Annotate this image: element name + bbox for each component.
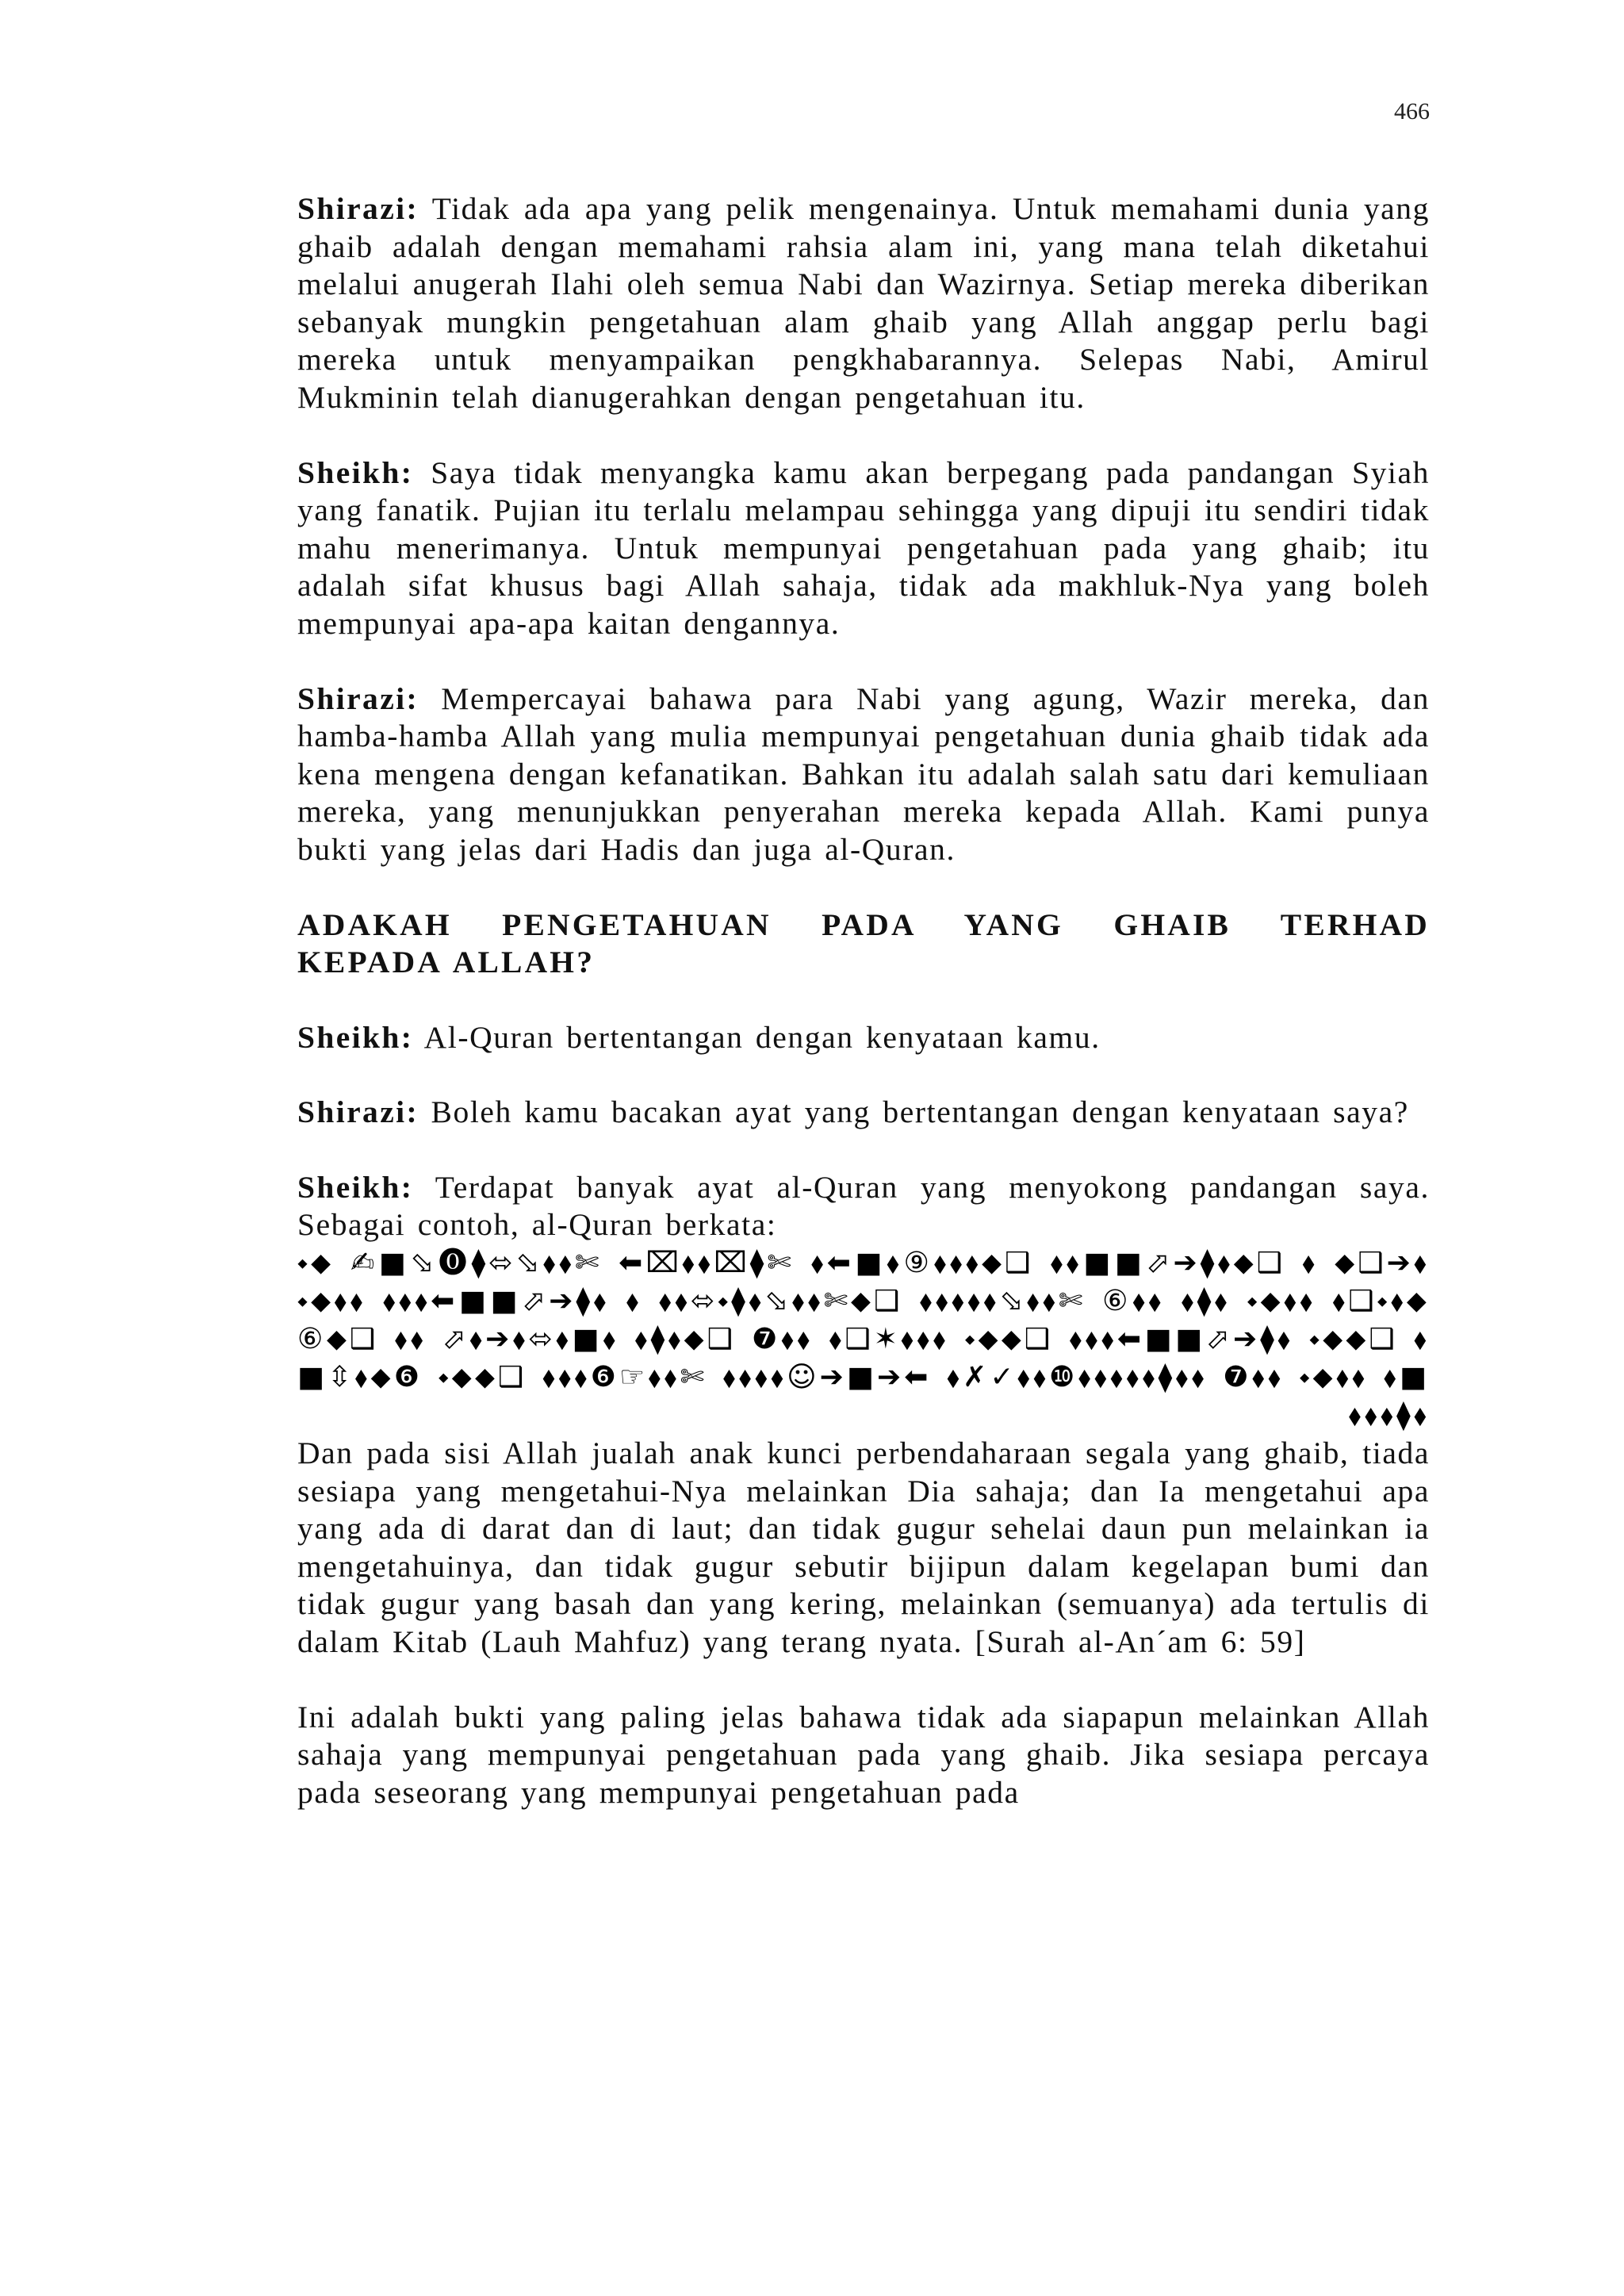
dialogue-paragraph <box>297 1019 1430 1057</box>
quran-verse-glyphs: ⬩⬥ ✍■⬂⓿⧫⬄⬂⬧⬧✄ ⬅⌧⬧⬧⌧⧫✄ ⬧⬅■⬧⑨⬧⬧⬧⬥❑ ⬧⬧■■⬀➔⧫⬧⬥❑ ⬧ ⬥❑➔⬧ ⬩⬥⬧⬧ ⬧⬧⬧⬅■■⬀➔⧫⬧ ⬧ ⬧⬧⬄⬩⧫⬧⬂⬧⬧✄⬥❑ ⬧⬧⬧⬧⬧⬂⬧⬧✄ ⑥⬧⬧ ⬧⧫⬧ ⬩⬥⬧⬧ ⬧❑⬩⬧⬥⑥⬥❑ ⬧⬧ ⬀⬧➔⬧⬄⬧■⬧ ⬧⧫⬧⬥❑ ❼⬧⬧ ⬧❑✶⬧⬧⬧ ⬩⬥⬥❑ ⬧⬧⬧⬅■■⬀➔⧫⬧ ⬩⬥⬥❑ ⬧■⇳⬧⬥❻ ⬩⬥⬥❑ ⬧⬧⬧❻☞⬧⬧✄ ⬧⬧⬧⬧☺➔■➔⬅ ⬧✗✓⬧⬧❿⬧⬧⬧⬧⬧⧫⬧⬧ ❼⬧⬧ ⬩⬥⬧⬧ ⬧■⬧⬧⬧⧫⬧ <box>297 1247 1430 1432</box>
paragraph-text: Mempercayai bahawa para Nabi yang agung, Wazir mereka, dan hamba-hamba Allah yang mulia mempunyai pengetahuan dunia ghaib tidak ada kena mengena dengan kefanatikan. Bahkan itu adalah salah satu dari kemuliaan mereka, yang menunjukkan penyerahan mereka kepada Allah. Kami punya bukti yang jelas dari Hadis dan juga al-Quran. <box>297 680 1430 867</box>
paragraph-text: Terdapat banyak ayat al-Quran yang menyokong pandangan saya. Sebagai contoh, al-Quran berkata: <box>297 1169 1430 1243</box>
dialogue-paragraph <box>297 1169 1430 1244</box>
paragraph-text: Dan pada sisi Allah jualah anak kunci perbendaharaan segala yang ghaib, tiada sesiapa yang mengetahui-Nya melainkan Dia sahaja; dan Ia mengetahui apa yang ada di darat dan di laut; dan tidak gugur sehelai daun pun melainkan ia mengetahuinya, dan tidak gugur sebutir bijipun dalam kegelapan bumi dan tidak gugur yang basah dan yang kering, melainkan (semuanya) ada tertulis di dalam Kitab (Lauh Mahfuz) yang terang nyata. [Surah al-An´am 6: 59] <box>297 1435 1430 1660</box>
speaker-label: Sheikh: <box>297 454 414 490</box>
dialogue-paragraph <box>297 1094 1430 1132</box>
page-body <box>297 190 1430 1811</box>
dialogue-paragraph <box>297 680 1430 869</box>
paragraph-text: Ini adalah bukti yang paling jelas bahawa tidak ada siapapun melainkan Allah sahaja yang mempunyai pengetahuan pada yang ghaib. Jika sesiapa percaya pada seseorang yang mempunyai pengetahuan pada <box>297 1699 1430 1810</box>
speaker-label: Shirazi: <box>297 1094 419 1130</box>
speaker-label: Sheikh: <box>297 1169 414 1205</box>
paragraph-text: Saya tidak menyangka kamu akan berpegang pada pandangan Syiah yang fanatik. Pujian itu terlalu melampau sehingga yang dipuji itu sendiri tidak mahu menerimanya. Untuk mempunyai pengetahuan pada yang ghaib; itu adalah sifat khusus bagi Allah sahaja, tidak ada makhluk-Nya yang boleh mempunyai apa-apa kaitan dengannya. <box>297 454 1430 641</box>
speaker-label: Sheikh: <box>297 1019 414 1055</box>
section-heading-line-1: ADAKAH PENGETAHUAN PADA YANG GHAIB TERHAD <box>297 907 1430 942</box>
body-paragraph <box>297 1699 1430 1812</box>
paragraph-text: Tidak ada apa yang pelik mengenainya. Untuk memahami dunia yang ghaib adalah dengan memahami rahsia alam ini, yang mana telah diketahui melalui anugerah Ilahi oleh semua Nabi dan Wazirnya. Setiap mereka diberikan sebanyak mungkin pengetahuan alam ghaib yang Allah anggap perlu bagi mereka untuk menyampaikan pengkhabarannya. Selepas Nabi, Amirul Mukminin telah dianugerahkan dengan pengetahuan itu. <box>297 191 1431 415</box>
paragraph-text: Boleh kamu bacakan ayat yang bertentangan dengan kenyataan saya? <box>431 1094 1409 1130</box>
paragraph-text: Al-Quran bertentangan dengan kenyataan kamu. <box>423 1019 1101 1055</box>
verse-translation <box>297 1435 1430 1662</box>
dialogue-paragraph <box>297 454 1430 643</box>
speaker-label: Shirazi: <box>297 191 419 226</box>
speaker-label: Shirazi: <box>297 680 419 716</box>
section-heading <box>297 907 1430 982</box>
section-heading-line-2: KEPADA ALLAH? <box>297 945 596 980</box>
dialogue-paragraph <box>297 190 1430 417</box>
page-number: 466 <box>1394 98 1430 125</box>
